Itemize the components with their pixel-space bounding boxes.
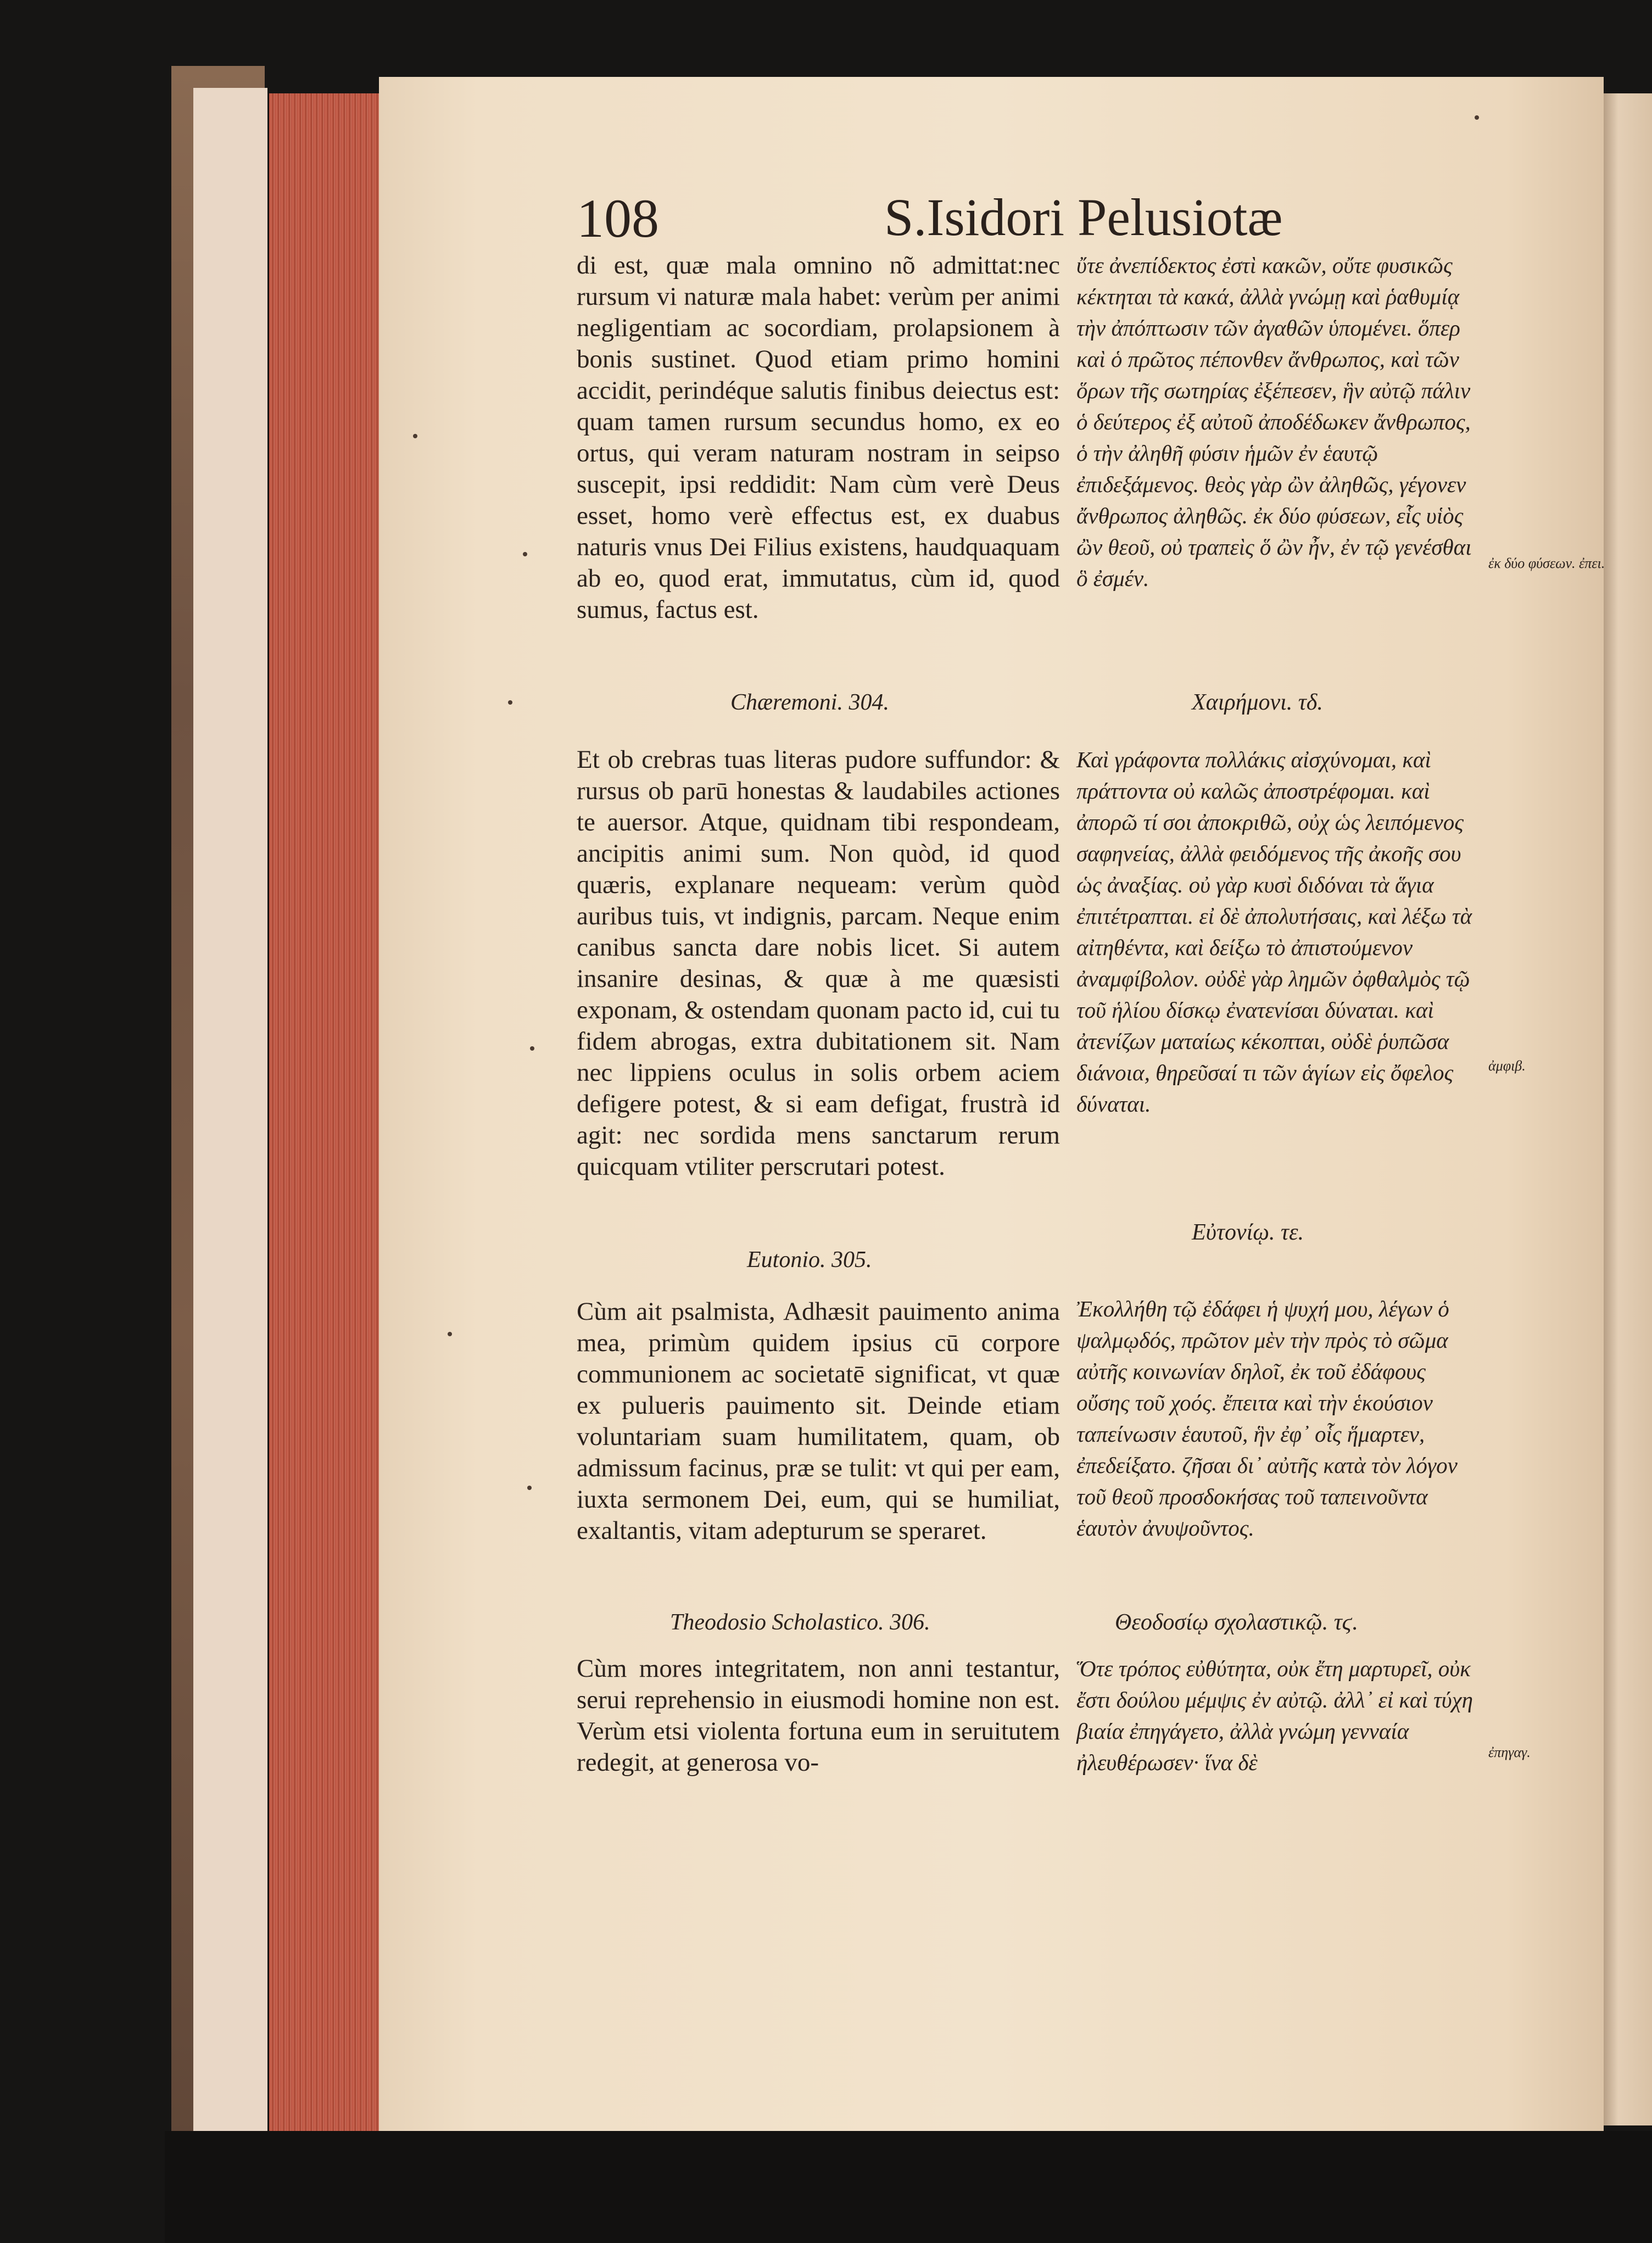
paper-speck <box>1475 115 1479 120</box>
cover-endpaper <box>193 88 267 2131</box>
greek-letter-heading: Θεοδοσίῳ σχολαστικῷ. τϛ. <box>1115 1610 1358 1635</box>
margin-note: ἀμφιβ. <box>1488 1058 1526 1074</box>
page-number: 108 <box>577 188 659 249</box>
facing-page-edge <box>1604 93 1652 2125</box>
paper-speck <box>448 1332 452 1336</box>
paper-speck <box>527 1486 532 1490</box>
greek-text-block <box>1076 744 1483 1120</box>
greek-text-block <box>1076 1293 1483 1544</box>
greek-letter-heading: Χαιρήμονι. τδ. <box>1192 690 1323 715</box>
latin-paragraph: Cùm ait psalmista, Adhæsit pauimento anima mea, primùm quidem ipsius cū corpore communionem ac societatē significat, vt quæ ex pulueris pauimento sit. Deinde etiam voluntariam suam humilitatem, quam, ob admissum facinus, præ se tulit: vt qui per eam, iuxta sermonem Dei, eum, qui se humiliat, exaltantis, vitam adepturum se speraret. <box>577 1297 1060 1545</box>
greek-paragraph: ὔτε ἀνεπίδεκτος ἐστὶ κακῶν, οὔτε φυσικῶς κέκτηται τὰ κακά, ἀλλὰ γνώμῃ καὶ ῥαθυμίᾳ τὴν ἀπόπτωσιν τῶν ἀγαθῶν ὑπομένει. ὅπερ καὶ ὁ πρῶτος πέπονθεν ἄνθρωπος, καὶ τῶν ὅρων τῆς σωτηρίας ἐξέπεσεν, ἣν αὐτῷ πάλιν ὁ δεύτερος ἐξ αὐτοῦ ἀποδέδωκεν ἄνθρωπος, ὁ τὴν ἀληθῆ φύσιν ἡμῶν ἐν ἑαυτῷ ἐπιδεξάμενος. θεὸς γὰρ ὢν ἀληθῶς, γέγονεν ἄνθρωπος ἀληθῶς. ἐκ δύο φύσεων, εἷς υἱὸς ὢν θεοῦ, οὐ τραπεὶς ὅ ὢν ἦν, ἐν τῷ γενέσθαι ὃ ἐσμέν. <box>1076 253 1472 591</box>
paper-speck <box>508 700 512 705</box>
paper-speck <box>413 434 417 438</box>
greek-paragraph: Καὶ γράφοντα πολλάκις αἰσχύνομαι, καὶ πράττοντα οὐ καλῶς ἀποστρέφομαι. καὶ ἀπορῶ τί σοι ἀποκριθῶ, οὐχ ὡς λειπόμενος σαφηνείας, ἀλλὰ φειδόμενος τῆς ἀκοῆς σου ὡς ἀναξίας. οὐ γὰρ κυσὶ διδόναι τὰ ἅγια ἐπιτέτραπται. εἰ δὲ ἀπολυτήσαις, καὶ λέξω τὰ αἰτηθέντα, καὶ δείξω τὸ ἀπιστούμενον ἀναμφίβολον. οὐδὲ γὰρ λημῶν ὀφθαλμὸς τῷ τοῦ ἡλίου δίσκῳ ἐνατενίσαι δύναται. καὶ ἀτενίζων ματαίως κέκοπται, οὐδὲ ῥυπῶσα διάνοια, θηρεῦσαί τι τῶν ἁγίων εἰς ὄφελος δύναται. <box>1076 747 1472 1117</box>
latin-text-block <box>577 744 1060 1182</box>
latin-text-block <box>577 1296 1060 1547</box>
latin-text-block <box>577 250 1060 626</box>
red-page-edges <box>269 93 384 2131</box>
latin-text-block <box>577 1653 1060 1778</box>
latin-paragraph: Cùm mores integritatem, non anni testantur, serui reprehensio in eiusmodi homine non est. Verùm etsi violenta fortuna eum in seruitutem redegit, at generosa vo- <box>577 1654 1060 1777</box>
latin-paragraph: di est, quæ mala omnino nõ admittat:nec rursum vi naturæ mala habet: verùm per animi negligentiam ac socordiam, prolapsionem à bonis sustinet. Quod etiam primo homini accidit, perindéque salutis finibus deiectus est: quam tamen rursum secundus homo, ex eo ortus, qui veram naturam nostram in seipso suscepit, ipsi reddidit: Nam cùm verè Deus esset, homo verè effectus est, ex duabus naturis vnus Dei Filius existens, haudquaquam ab eo, quod erat, immutatus, cùm id, quod sumus, factus est. <box>577 251 1060 624</box>
paper-speck <box>523 552 527 556</box>
latin-paragraph: Et ob crebras tuas literas pudore suffundor: & rursus ob parū honestas & laudabiles actiones te auersor. Atque, quidnam tibi respondeam, ancipitis animi sum. Non quòd, id quod quæris, explanare nequeam: verùm quòd auribus tuis, vt indignis, parcam. Neque enim canibus sancta dare nobis licet. Si autem insanire desinas, & quæ à me quæsisti exponam, & ostendam quonam pacto id, cui tu fidem abrogas, extra dubitationem sit. Nam nec lippiens oculus in solis orbem aciem defigere potest, & si eam defigat, frustrà id agit: nec sordida mens sanctarum rerum quicquam vtiliter perscrutari potest. <box>577 745 1060 1181</box>
greek-paragraph: Ὅτε τρόπος εὐθύτητα, οὐκ ἔτη μαρτυρεῖ, οὐκ ἔστι δούλου μέμψις ἐν αὐτῷ. ἀλλ᾽ εἰ καὶ τύχη βιαία ἐπηγάγετο, ἀλλὰ γνώμη γενναία ἠλευθέρωσεν· ἵνα δὲ <box>1076 1656 1473 1775</box>
latin-letter-heading: Chæremoni. 304. <box>730 690 889 715</box>
margin-note: ἐπηγαγ. <box>1488 1744 1531 1760</box>
running-title: S.Isidori Pelusiotæ <box>884 188 1283 247</box>
scan-background <box>165 2131 1652 2243</box>
greek-paragraph: Ἐκολλήθη τῷ ἐδάφει ἡ ψυχή μου, λέγων ὁ ψαλμῳδός, πρῶτον μὲν τὴν πρὸς τὸ σῶμα αὐτῆς κοινωνίαν δηλοῖ, ἐκ τοῦ ἐδάφους οὔσης τοῦ χοός. ἔπειτα καὶ τὴν ἑκούσιον ταπείνωσιν ἑαυτοῦ, ἣν ἐφ᾽ οἷς ἥμαρτεν, ἐπεδείξατο. ζῆσαι δι᾽ αὐτῆς κατὰ τὸν λόγον τοῦ θεοῦ προσδοκήσας τοῦ ταπεινοῦντα ἑαυτὸν ἀνυψοῦντος. <box>1076 1296 1458 1541</box>
greek-text-block <box>1076 1653 1483 1778</box>
paper-speck <box>530 1046 534 1051</box>
margin-note: ἐκ δύο φύσεων. ἐπει. <box>1488 555 1605 571</box>
latin-letter-heading: Eutonio. 305. <box>747 1247 872 1273</box>
greek-letter-heading: Εὐτονίῳ. τε. <box>1192 1220 1304 1245</box>
latin-letter-heading: Theodosio Scholastico. 306. <box>670 1610 930 1635</box>
greek-text-block <box>1076 250 1483 594</box>
